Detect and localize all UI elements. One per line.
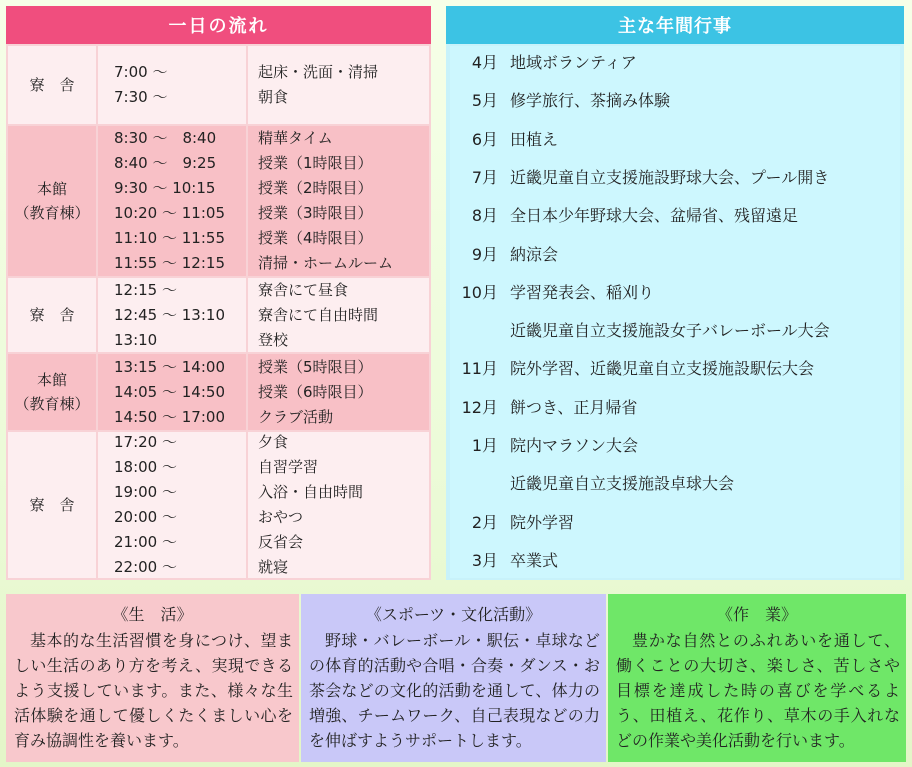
event-text: 餅つき、正月帰省 <box>510 397 638 417</box>
event-row <box>450 312 900 350</box>
sports-panel-body: 野球・バレーボール・駅伝・卓球などの体育的活動や合唱・合奏・ダンス・お茶会などの文化的活動を通して、体力の増強、チームワーク、自己表現などの力を伸ばすようサポートします。 <box>309 631 600 750</box>
time-entry: 14:50 〜 17:00 <box>114 407 225 426</box>
time-entry: 19:00 〜 <box>114 483 177 501</box>
schedule-times <box>98 432 246 578</box>
activity-entry: おやつ <box>258 508 304 526</box>
place-label: 本館 <box>36 180 67 198</box>
schedule-place <box>8 126 96 276</box>
time-entry: 11:10 〜 11:55 <box>114 229 225 247</box>
schedule-block <box>8 432 429 578</box>
event-row <box>450 82 900 120</box>
event-month: 6月 <box>471 129 498 149</box>
event-month: 8月 <box>471 206 498 226</box>
activity-entry: 授業（6時限目） <box>258 382 373 401</box>
event-row <box>450 504 900 542</box>
event-row <box>450 389 900 427</box>
schedule-activities <box>248 126 429 276</box>
schedule-place <box>8 278 96 352</box>
time-entry: 9:30 〜 10:15 <box>114 179 216 197</box>
daily-schedule-table <box>6 6 431 580</box>
time-entry: 10:20 〜 11:05 <box>114 204 225 222</box>
schedule-block <box>8 126 429 276</box>
event-text: 地域ボランティア <box>510 53 637 72</box>
event-row <box>450 465 900 503</box>
schedule-activities <box>248 354 429 430</box>
activity-entry: 登校 <box>258 330 289 349</box>
event-month: 5月 <box>471 91 498 111</box>
activity-entry: 朝食 <box>258 88 289 106</box>
sports-culture-panel <box>301 594 606 762</box>
time-entry: 18:00 〜 <box>114 458 177 476</box>
schedule-title: 一日の流れ <box>6 6 431 44</box>
place-label: 本館 <box>36 371 67 389</box>
activity-entry: 入浴・自由時間 <box>258 483 364 501</box>
time-entry: 8:30 〜 8:40 <box>114 129 217 147</box>
activity-entry: 寮舎にて昼食 <box>258 280 349 299</box>
event-row <box>450 274 900 312</box>
event-text: 近畿児童自立支援施設卓球大会 <box>510 474 735 494</box>
time-entry: 12:45 〜 13:10 <box>114 305 225 324</box>
schedule-activities <box>248 278 429 352</box>
life-panel <box>6 594 299 762</box>
event-text: 修学旅行、茶摘み体験 <box>510 91 671 111</box>
event-row <box>450 427 900 465</box>
schedule-times <box>98 46 246 124</box>
schedule-times <box>98 354 246 430</box>
time-entry: 8:40 〜 9:25 <box>114 154 217 172</box>
event-month: 3月 <box>471 550 498 570</box>
event-month: 1月 <box>471 436 498 455</box>
place-label: 寮 舎 <box>29 306 75 324</box>
event-row <box>450 159 900 197</box>
event-month: 9月 <box>471 244 498 264</box>
event-text: 院外学習、近畿児童自立支援施設駅伝大会 <box>510 359 815 379</box>
schedule-place <box>8 354 96 430</box>
event-month: 4月 <box>471 53 498 72</box>
time-entry: 22:00 〜 <box>114 558 177 576</box>
time-entry: 7:00 〜 <box>114 63 168 81</box>
activity-entry: 授業（5時限目） <box>258 357 373 376</box>
schedule-times <box>98 278 246 352</box>
time-entry: 20:00 〜 <box>114 508 177 526</box>
time-entry: 11:55 〜 12:15 <box>114 254 225 272</box>
event-text: 近畿児童自立支援施設女子バレーボール大会 <box>510 321 830 341</box>
event-month: 2月 <box>471 512 498 532</box>
activity-entry: 授業（4時限目） <box>258 229 373 247</box>
event-text: 全日本少年野球大会、盆帰省、残留遠足 <box>510 206 799 226</box>
activity-entry: 反省会 <box>258 533 304 551</box>
activity-entry: 自習学習 <box>258 458 319 476</box>
schedule-block <box>8 354 429 430</box>
activity-entry: 起床・洗面・清掃 <box>258 63 379 81</box>
activity-entry: 精華タイム <box>258 129 333 147</box>
time-entry: 7:30 〜 <box>114 88 168 106</box>
event-text: 卒業式 <box>510 550 559 570</box>
schedule-place <box>8 432 96 578</box>
events-title: 主な年間行事 <box>446 6 904 44</box>
event-month: 12月 <box>461 397 498 417</box>
life-panel-title: 《生 活》 <box>112 605 193 624</box>
annual-events-list <box>446 6 904 580</box>
event-month: 10月 <box>461 282 498 302</box>
schedule-place <box>8 46 96 124</box>
event-text: 学習発表会、稲刈り <box>510 282 655 302</box>
life-panel-body: 基本的な生活習慣を身につけ、望ましい生活のあり方を考え、実現できるよう支援しています。また、様々な生活体験を通して優しくたくましい心を育み協調性を養います。 <box>14 631 293 750</box>
schedule-times <box>98 126 246 276</box>
activity-entry: 清掃・ホームルーム <box>258 254 394 272</box>
time-entry: 14:05 〜 14:50 <box>114 382 225 401</box>
activity-entry: 授業（3時限目） <box>258 204 373 222</box>
schedule-activities <box>248 432 429 578</box>
event-row <box>450 121 900 159</box>
time-entry: 13:10 <box>114 330 158 349</box>
activity-entry: 寮舎にて自由時間 <box>258 305 379 324</box>
place-label: （教育棟） <box>14 204 90 222</box>
sports-panel-title: 《スポーツ・文化活動》 <box>365 605 542 624</box>
time-entry: 13:15 〜 14:00 <box>114 357 225 376</box>
place-label: 寮 舎 <box>29 76 75 94</box>
time-entry: 17:20 〜 <box>114 433 177 451</box>
event-month: 11月 <box>461 359 498 379</box>
event-month: 7月 <box>471 167 498 187</box>
work-panel <box>608 594 906 762</box>
events-panel <box>450 46 900 578</box>
work-panel-title: 《作 業》 <box>716 605 797 624</box>
event-row <box>450 44 900 82</box>
event-row <box>450 197 900 235</box>
event-text: 院外学習 <box>510 512 575 532</box>
place-label: 寮 舎 <box>29 496 75 514</box>
schedule-activities <box>248 46 429 124</box>
event-text: 近畿児童自立支援施設野球大会、プール開き <box>510 167 830 187</box>
schedule-block <box>8 46 429 124</box>
work-panel-body: 豊かな自然とのふれあいを通して、働くことの大切さ、楽しさ、苦しさや目標を達成した時の喜びを学べるよう、田植え、花作り、草木の手入れなどの作業や美化活動を行います。 <box>616 631 900 750</box>
event-text: 納涼会 <box>510 244 559 264</box>
event-row <box>450 236 900 274</box>
activity-entry: 授業（1時限目） <box>258 154 373 172</box>
event-text: 田植え <box>510 129 559 149</box>
event-row <box>450 542 900 580</box>
event-text: 院内マラソン大会 <box>510 436 639 455</box>
schedule-block <box>8 278 429 352</box>
activity-entry: 就寝 <box>258 558 289 576</box>
time-entry: 12:15 〜 <box>114 280 177 299</box>
place-label: （教育棟） <box>14 395 90 413</box>
time-entry: 21:00 〜 <box>114 533 177 551</box>
activity-entry: クラブ活動 <box>258 407 334 426</box>
activity-entry: 夕食 <box>258 433 289 451</box>
event-row <box>450 350 900 388</box>
activity-entry: 授業（2時限目） <box>258 179 373 197</box>
